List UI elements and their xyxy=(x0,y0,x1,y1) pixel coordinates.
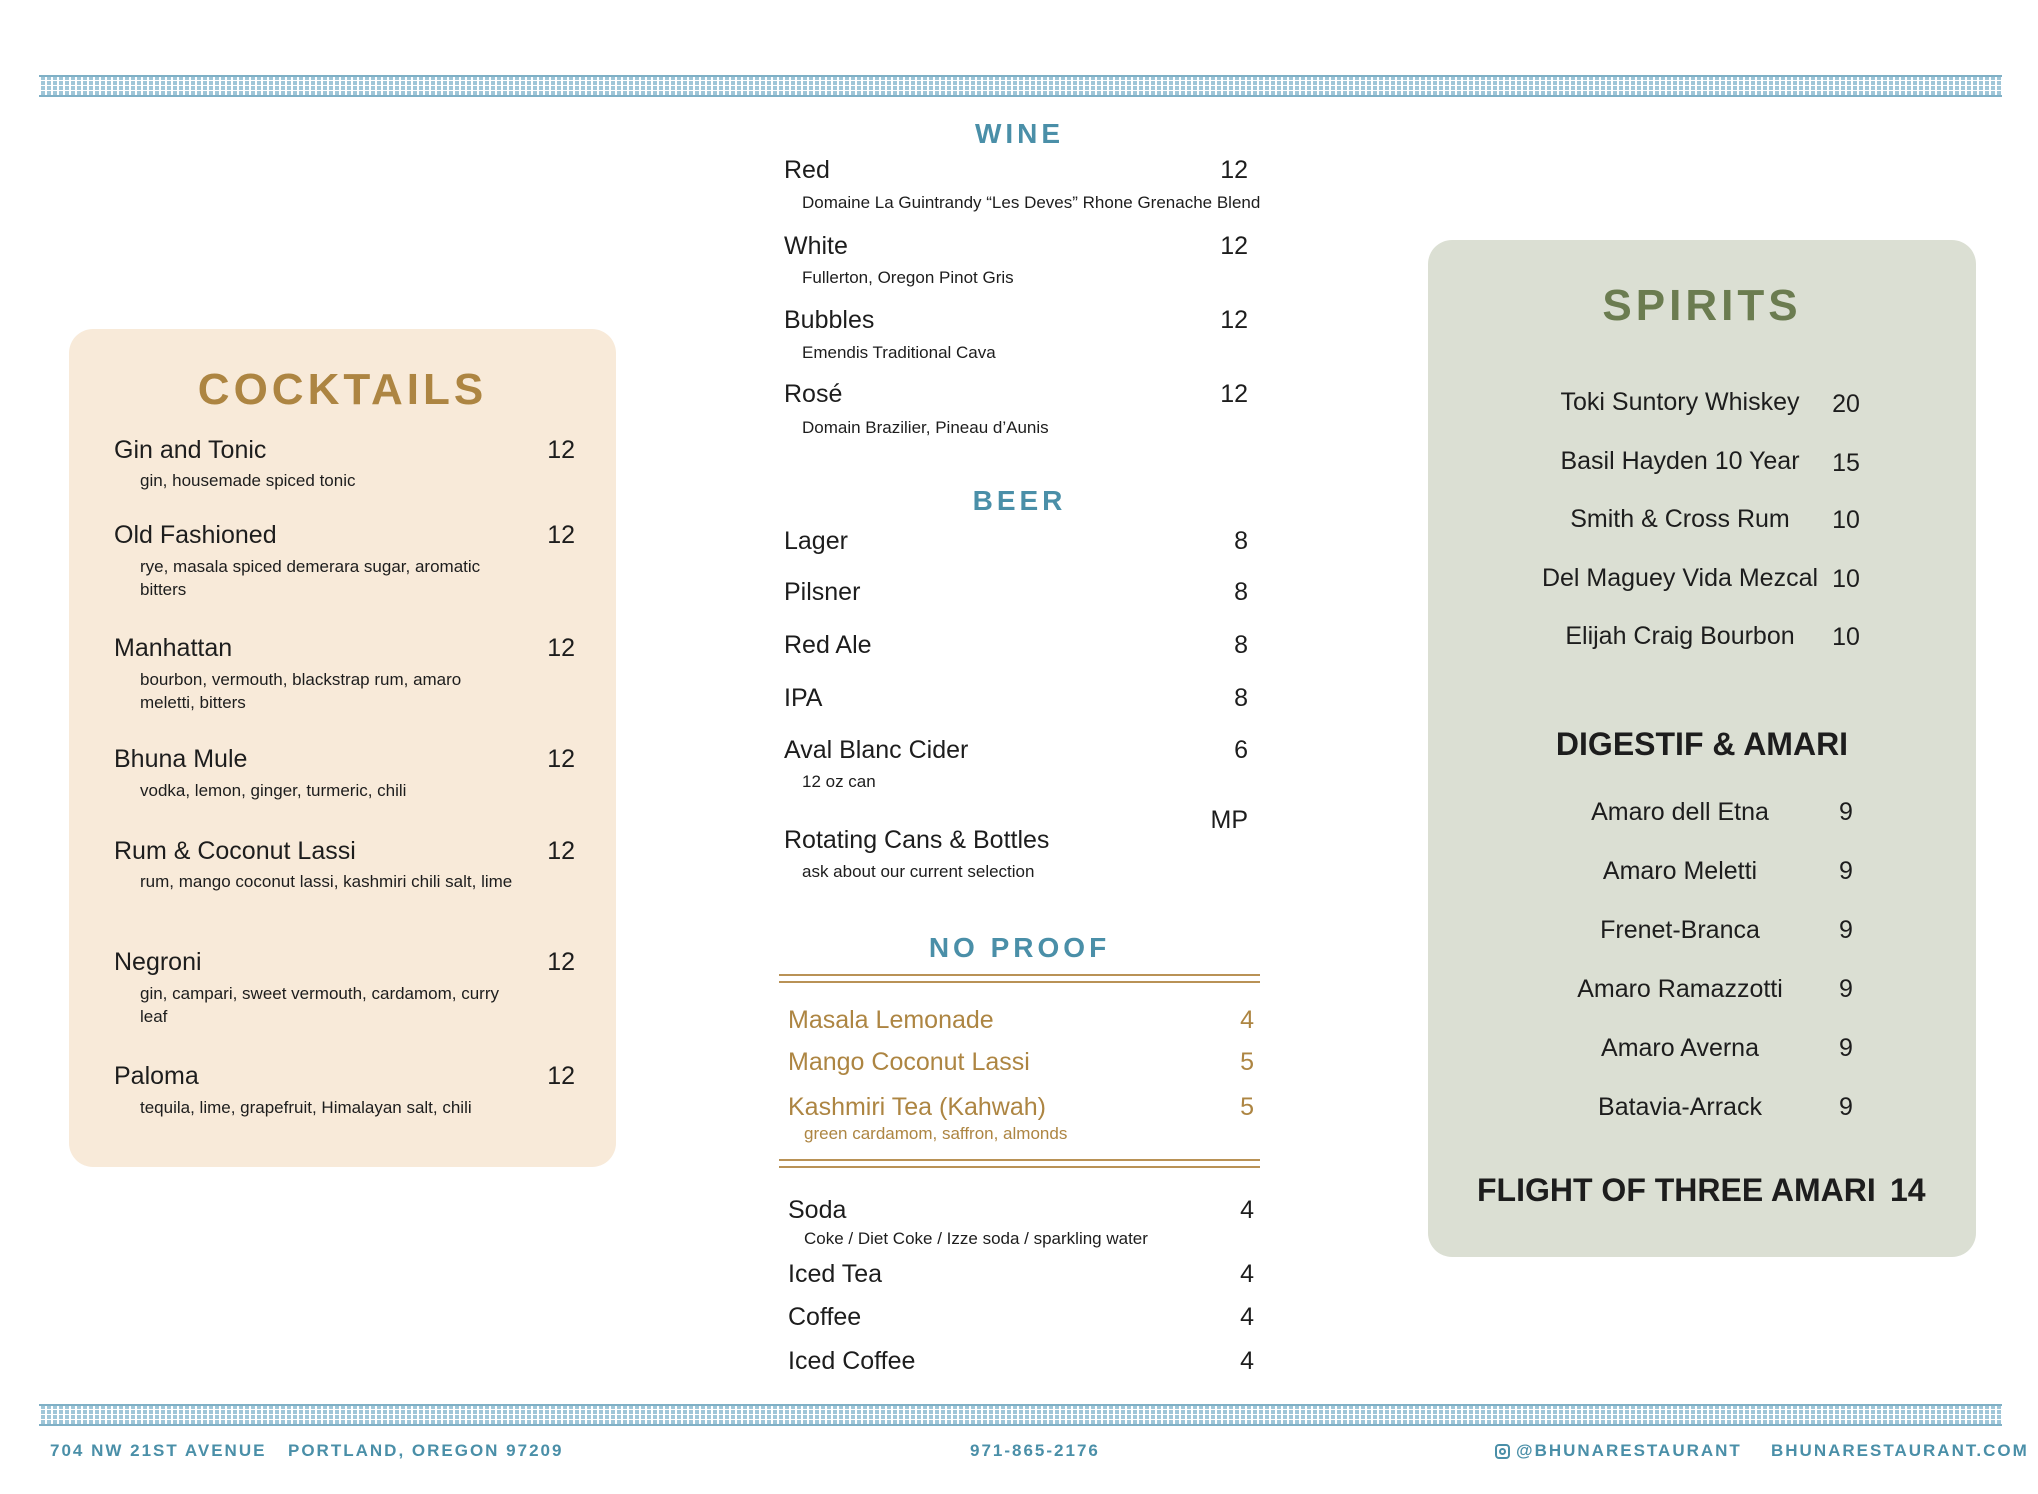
no-proof-name: Iced Tea xyxy=(788,1260,883,1288)
digestif-title: DIGESTIF & AMARI xyxy=(1555,726,1849,762)
amari-name: Amaro Ramazzotti xyxy=(1577,975,1783,1003)
top-border xyxy=(39,75,2002,97)
beer-name: Aval Blanc Cider xyxy=(784,736,969,764)
footer-instagram-handle[interactable]: @BHUNARESTAURANT xyxy=(1516,1441,1742,1460)
no-proof-name: Soda xyxy=(788,1196,847,1224)
divider xyxy=(779,981,1260,983)
cocktail-desc: rum, mango coconut lassi, kashmiri chili salt, lime xyxy=(140,872,513,891)
spirit-price: 10 xyxy=(1832,565,1860,593)
wine-name: White xyxy=(784,232,848,260)
cocktail-name: Gin and Tonic xyxy=(114,436,267,464)
cocktail-desc: tequila, lime, grapefruit, Himalayan salt, chili xyxy=(140,1098,472,1117)
beer-title: BEER xyxy=(972,485,1067,516)
cocktail-price: 12 xyxy=(547,521,575,549)
wine-price: 12 xyxy=(1220,306,1248,334)
spirit-price: 15 xyxy=(1832,449,1860,477)
spirit-name: Basil Hayden 10 Year xyxy=(1560,447,1800,475)
amari-name: Amaro Averna xyxy=(1601,1034,1759,1062)
spirit-name: Smith & Cross Rum xyxy=(1570,505,1790,533)
no-proof-featured-name: Kashmiri Tea (Kahwah) xyxy=(788,1093,1046,1121)
no-proof-featured-price: 4 xyxy=(1240,1006,1254,1034)
spirit-price: 10 xyxy=(1832,623,1860,651)
no-proof-featured-price: 5 xyxy=(1240,1048,1254,1076)
footer-phone[interactable] xyxy=(970,1441,1100,1461)
cocktail-price: 12 xyxy=(547,1062,575,1090)
beer-price: 8 xyxy=(1234,527,1248,555)
divider xyxy=(779,1166,1260,1168)
amari-price: 9 xyxy=(1839,975,1853,1003)
wine-price: 12 xyxy=(1220,156,1248,184)
beer-desc: ask about our current selection xyxy=(802,862,1035,881)
amari-price: 9 xyxy=(1839,798,1853,826)
cocktail-price: 12 xyxy=(547,436,575,464)
no-proof-price: 4 xyxy=(1240,1303,1254,1331)
spirit-name: Toki Suntory Whiskey xyxy=(1560,388,1800,416)
beer-price: 6 xyxy=(1234,736,1248,764)
beer-desc: 12 oz can xyxy=(802,772,876,791)
cocktail-desc: gin, campari, sweet vermouth, cardamom, curry leaf xyxy=(140,984,500,1026)
amari-price: 9 xyxy=(1839,916,1853,944)
wine-desc: Domaine La Guintrandy “Les Deves” Rhone Grenache Blend xyxy=(802,193,1261,212)
beer-name: Lager xyxy=(784,527,848,555)
cocktail-price: 12 xyxy=(547,634,575,662)
wine-desc: Emendis Traditional Cava xyxy=(802,343,996,362)
cocktail-name: Bhuna Mule xyxy=(114,745,248,773)
footer-phone-text[interactable]: 971-865-2176 xyxy=(970,1441,1100,1460)
cocktail-desc: rye, masala spiced demerara sugar, aromatic bitters xyxy=(140,557,481,599)
no-proof-name: Coffee xyxy=(788,1303,862,1331)
spirit-name: Elijah Craig Bourbon xyxy=(1565,622,1795,650)
beer-name: IPA xyxy=(784,684,823,712)
cocktail-name: Paloma xyxy=(114,1062,199,1090)
no-proof-featured-name: Mango Coconut Lassi xyxy=(788,1048,1030,1076)
no-proof-name: Iced Coffee xyxy=(788,1347,916,1375)
no-proof-price: 4 xyxy=(1240,1260,1254,1288)
wine-name: Rosé xyxy=(784,380,843,408)
amari-name: Amaro dell Etna xyxy=(1591,798,1769,826)
wine-price: 12 xyxy=(1220,232,1248,260)
amari-price: 9 xyxy=(1839,857,1853,885)
cocktail-price: 12 xyxy=(547,837,575,865)
cocktail-name: Negroni xyxy=(114,948,202,976)
cocktail-price: 12 xyxy=(547,948,575,976)
wine-name: Red xyxy=(784,156,830,184)
beer-name: Pilsner xyxy=(784,578,861,606)
flight-label: FLIGHT OF THREE AMARI xyxy=(1477,1172,1876,1208)
flight-price: 14 xyxy=(1890,1172,1926,1208)
cocktail-desc: vodka, lemon, ginger, turmeric, chili xyxy=(140,781,407,800)
amari-price: 9 xyxy=(1839,1034,1853,1062)
spirit-price: 20 xyxy=(1832,390,1860,418)
no-proof-desc: Coke / Diet Coke / Izze soda / sparkling water xyxy=(804,1229,1148,1248)
footer-city: PORTLAND, OREGON 97209 xyxy=(288,1441,564,1460)
instagram-icon xyxy=(1495,1444,1510,1459)
divider xyxy=(779,1159,1260,1161)
cocktail-name: Manhattan xyxy=(114,634,233,662)
beer-price: 8 xyxy=(1234,631,1248,659)
amari-name: Amaro Meletti xyxy=(1602,857,1758,885)
cocktail-name: Old Fashioned xyxy=(114,521,277,549)
beer-price: 8 xyxy=(1234,684,1248,712)
no-proof-price: 4 xyxy=(1240,1196,1254,1224)
no-proof-featured-price: 5 xyxy=(1240,1093,1254,1121)
spirit-price: 10 xyxy=(1832,506,1860,534)
wine-name: Bubbles xyxy=(784,306,875,334)
wine-title: WINE xyxy=(974,118,1065,149)
no-proof-price: 4 xyxy=(1240,1347,1254,1375)
wine-desc: Domain Brazilier, Pineau d’Aunis xyxy=(802,418,1049,437)
beer-name: Rotating Cans & Bottles xyxy=(784,826,1050,854)
beer-price: 8 xyxy=(1234,578,1248,606)
spirits-title: SPIRITS xyxy=(1602,281,1802,330)
footer-website-link[interactable]: BHUNARESTAURANT.COM xyxy=(1771,1441,2029,1460)
amari-price: 9 xyxy=(1839,1093,1853,1121)
footer-website[interactable] xyxy=(1771,1441,2029,1461)
cocktail-desc: bourbon, vermouth, blackstrap rum, amaro meletti, bitters xyxy=(140,670,462,712)
no-proof-featured-name: Masala Lemonade xyxy=(788,1006,994,1034)
no-proof-title: NO PROOF xyxy=(928,932,1111,963)
amari-name: Frenet-Branca xyxy=(1600,916,1760,944)
wine-price: 12 xyxy=(1220,380,1248,408)
cocktail-name: Rum & Coconut Lassi xyxy=(114,837,356,865)
no-proof-featured-desc: green cardamom, saffron, almonds xyxy=(804,1124,1068,1143)
bottom-border xyxy=(39,1404,2002,1426)
cocktails-title: COCKTAILS xyxy=(197,365,488,414)
beer-price: MP xyxy=(1210,806,1248,834)
amari-name: Batavia-Arrack xyxy=(1598,1093,1762,1121)
cocktail-desc: gin, housemade spiced tonic xyxy=(140,471,356,490)
spirit-name: Del Maguey Vida Mezcal xyxy=(1541,564,1819,592)
beer-name: Red Ale xyxy=(784,631,872,659)
wine-desc: Fullerton, Oregon Pinot Gris xyxy=(802,268,1014,287)
cocktail-price: 12 xyxy=(547,745,575,773)
footer-instagram[interactable] xyxy=(1495,1441,1742,1461)
divider xyxy=(779,974,1260,976)
footer-address: 704 NW 21ST AVENUE xyxy=(50,1441,267,1460)
